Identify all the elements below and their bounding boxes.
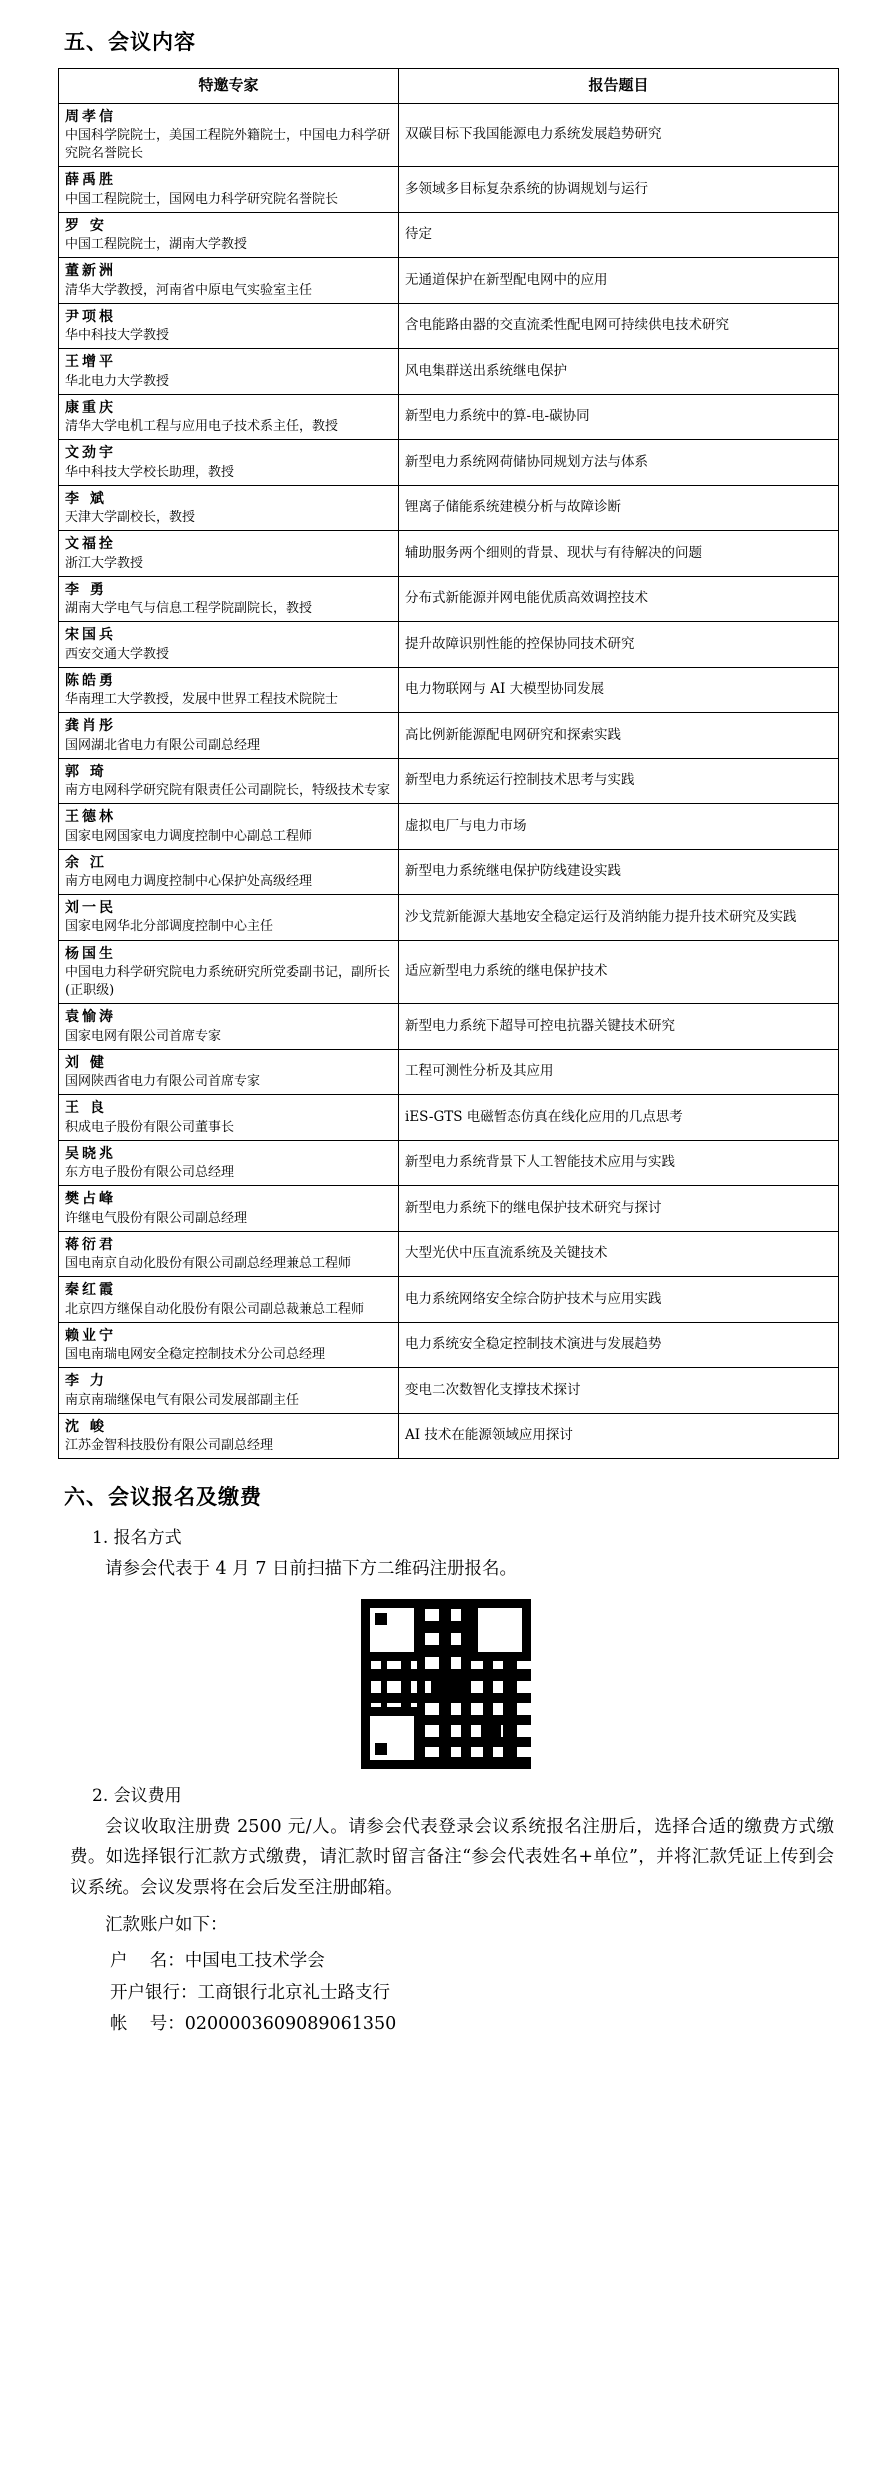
expert-name: 袁愉涛 — [65, 1009, 116, 1026]
page-title: 五、会议内容 — [64, 30, 196, 54]
table-row — [59, 804, 839, 849]
table-row — [59, 1140, 839, 1185]
expert-title: 江苏金智科技股份有限公司副总经理 — [65, 1437, 274, 1453]
registration-section-title: 六、会议报名及缴费 — [64, 1485, 262, 1510]
topic-cell: 新型电力系统中的算-电-碳协同 — [399, 394, 839, 439]
topic-cell: 大型光伏中压直流系统及关键技术 — [399, 1231, 839, 1276]
expert-title: 华中科技大学教授 — [65, 328, 170, 344]
expert-name: 尹项根 — [65, 308, 116, 325]
expert-cell — [59, 394, 399, 439]
expert-cell — [59, 576, 399, 621]
table-row — [59, 1231, 839, 1276]
topic-cell: 电力物联网与 AI 大模型协同发展 — [399, 667, 839, 712]
expert-title: 中国电力科学研究院电力系统研究所党委副书记，副所长(正职级) — [65, 964, 391, 999]
table-row — [59, 485, 839, 530]
topic-cell: 风电集群送出系统继电保护 — [399, 349, 839, 394]
topic-cell: 多领域多目标复杂系统的协调规划与运行 — [399, 167, 839, 212]
qr-code-wrapper — [52, 1599, 840, 1769]
table-row — [59, 167, 839, 212]
topic-cell: 锂离子储能系统建模分析与故障诊断 — [399, 485, 839, 530]
expert-title: 国网陕西省电力有限公司首席专家 — [65, 1074, 261, 1090]
expert-title: 国家电网华北分部调度控制中心主任 — [65, 919, 274, 935]
expert-name: 薛禹胜 — [65, 172, 116, 189]
expert-name: 吴晓兆 — [65, 1145, 116, 1162]
expert-title: 清华大学教授，河南省中原电气实验室主任 — [65, 282, 313, 298]
qr-dot — [505, 1613, 517, 1625]
account-name-line: 户 名：中国电工技术学会 — [110, 1951, 325, 1972]
expert-name: 蒋衍君 — [65, 1236, 116, 1253]
table-row — [59, 1004, 839, 1049]
expert-name: 樊占峰 — [65, 1191, 116, 1208]
expert-title: 中国工程院院士，湖南大学教授 — [65, 237, 248, 253]
table-row — [59, 349, 839, 394]
expert-cell — [59, 1322, 399, 1367]
table-row — [59, 940, 839, 1004]
expert-name: 李 斌 — [65, 490, 107, 507]
table-row — [59, 849, 839, 894]
expert-cell — [59, 440, 399, 485]
expert-title: 华中科技大学校长助理，教授 — [65, 464, 235, 480]
table-row — [59, 440, 839, 485]
registration-method-text: 请参会代表于 4 月 7 日前扫描下方二维码注册报名。 — [105, 1559, 518, 1580]
expert-cell — [59, 531, 399, 576]
table-row — [59, 713, 839, 758]
fee-label: 2. 会议费用 — [92, 1785, 182, 1806]
topic-cell: 变电二次数智化支撑技术探讨 — [399, 1368, 839, 1413]
qr-dot — [375, 1613, 387, 1625]
expert-cell — [59, 212, 399, 257]
table-header-row — [59, 69, 839, 104]
experts-table — [58, 68, 839, 1459]
expert-title: 天津大学副校长，教授 — [65, 510, 196, 526]
qr-dot — [375, 1743, 387, 1755]
expert-title: 湖南大学电气与信息工程学院副院长，教授 — [65, 601, 313, 617]
expert-name: 王增平 — [65, 354, 116, 371]
fee-text: 会议收取注册费 2500 元/人。请参会代表登录会议系统报名注册后，选择合适的缴费方式缴费。如选择银行汇款方式缴费，请汇款时留言备注“参会代表姓名+单位”，并将汇款凭证上传到会议系统。会议发票将在会后发至注册邮箱。 — [70, 1816, 834, 1899]
expert-title: 国电南瑞电网安全稳定控制技术分公司总经理 — [65, 1347, 326, 1363]
expert-title: 华南理工大学教授，发展中世界工程技术院院士 — [65, 692, 339, 708]
expert-cell — [59, 849, 399, 894]
table-row — [59, 622, 839, 667]
expert-title: 东方电子股份有限公司总经理 — [65, 1165, 235, 1181]
table-row — [59, 895, 839, 940]
qr-corner-icon — [361, 1707, 423, 1769]
expert-cell — [59, 1140, 399, 1185]
expert-cell — [59, 1231, 399, 1276]
column-header-topic: 报告题目 — [399, 69, 839, 104]
expert-cell — [59, 485, 399, 530]
topic-cell: 高比例新能源配电网研究和探索实践 — [399, 713, 839, 758]
topic-cell: 待定 — [399, 212, 839, 257]
topic-cell: 沙戈荒新能源大基地安全稳定运行及消纳能力提升技术研究及实践 — [399, 895, 839, 940]
expert-name: 余 江 — [65, 854, 107, 871]
topic-cell: iES-GTS 电磁暂态仿真在线化应用的几点思考 — [399, 1095, 839, 1140]
topic-cell: 新型电力系统运行控制技术思考与实践 — [399, 758, 839, 803]
table-row — [59, 1277, 839, 1322]
expert-title: 国家电网有限公司首席专家 — [65, 1028, 222, 1044]
expert-cell — [59, 103, 399, 167]
expert-cell — [59, 1277, 399, 1322]
expert-title: 国电南京自动化股份有限公司副总经理兼总工程师 — [65, 1256, 352, 1272]
expert-cell — [59, 713, 399, 758]
topic-cell: 新型电力系统网荷储协同规划方法与体系 — [399, 440, 839, 485]
expert-cell — [59, 1095, 399, 1140]
account-bank-line: 开户银行：工商银行北京礼士路支行 — [110, 1982, 390, 2003]
topic-cell: 新型电力系统下超导可控电抗器关键技术研究 — [399, 1004, 839, 1049]
expert-name: 王 良 — [65, 1100, 107, 1117]
expert-cell — [59, 349, 399, 394]
expert-cell — [59, 1004, 399, 1049]
expert-name: 周孝信 — [65, 108, 116, 125]
topic-cell: AI 技术在能源领域应用探讨 — [399, 1413, 839, 1458]
table-row — [59, 212, 839, 257]
expert-name: 陈皓勇 — [65, 672, 116, 689]
table-row — [59, 394, 839, 439]
topic-cell: 电力系统安全稳定控制技术演进与发展趋势 — [399, 1322, 839, 1367]
topic-cell: 新型电力系统背景下人工智能技术应用与实践 — [399, 1140, 839, 1185]
qr-dot — [431, 1669, 461, 1699]
expert-title: 积成电子股份有限公司董事长 — [65, 1119, 235, 1135]
expert-name: 罗 安 — [65, 217, 107, 234]
topic-cell: 含电能路由器的交直流柔性配电网可持续供电技术研究 — [399, 303, 839, 348]
expert-cell — [59, 622, 399, 667]
table-row — [59, 667, 839, 712]
topic-cell: 新型电力系统继电保护防线建设实践 — [399, 849, 839, 894]
expert-title: 南方电网电力调度控制中心保护处高级经理 — [65, 873, 313, 889]
table-row — [59, 531, 839, 576]
expert-cell — [59, 895, 399, 940]
topic-cell: 适应新型电力系统的继电保护技术 — [399, 940, 839, 1004]
expert-name: 文福拴 — [65, 536, 116, 553]
topic-cell: 工程可测性分析及其应用 — [399, 1049, 839, 1094]
expert-name: 沈 峻 — [65, 1418, 107, 1435]
expert-cell — [59, 667, 399, 712]
expert-name: 董新洲 — [65, 263, 116, 280]
expert-name: 赖业宁 — [65, 1327, 116, 1344]
expert-title: 许继电气股份有限公司副总经理 — [65, 1210, 248, 1226]
table-row — [59, 303, 839, 348]
topic-cell: 辅助服务两个细则的背景、现状与有待解决的问题 — [399, 531, 839, 576]
expert-title: 中国工程院院士，国网电力科学研究院名誉院长 — [65, 191, 339, 207]
account-intro: 汇款账户如下： — [105, 1914, 228, 1935]
qr-code-icon — [361, 1599, 531, 1769]
expert-title: 西安交通大学教授 — [65, 646, 170, 662]
expert-cell — [59, 167, 399, 212]
account-number-line: 帐 号：0200003609089061350 — [110, 2014, 397, 2035]
topic-cell: 双碳目标下我国能源电力系统发展趋势研究 — [399, 103, 839, 167]
expert-cell — [59, 940, 399, 1004]
expert-cell — [59, 303, 399, 348]
topic-cell: 分布式新能源并网电能优质高效调控技术 — [399, 576, 839, 621]
expert-title: 国网湖北省电力有限公司副总经理 — [65, 737, 261, 753]
expert-cell — [59, 258, 399, 303]
table-row — [59, 1095, 839, 1140]
expert-name: 文劲宇 — [65, 445, 116, 462]
table-row — [59, 1413, 839, 1458]
expert-title: 中国科学院院士，美国工程院外籍院士，中国电力科学研究院名誉院长 — [65, 128, 391, 162]
expert-name: 郭 琦 — [65, 763, 107, 780]
topic-cell: 电力系统网络安全综合防护技术与应用实践 — [399, 1277, 839, 1322]
expert-name: 龚肖彤 — [65, 718, 116, 735]
table-row — [59, 258, 839, 303]
expert-cell — [59, 758, 399, 803]
expert-cell — [59, 1049, 399, 1094]
topic-cell: 提升故障识别性能的控保协同技术研究 — [399, 622, 839, 667]
registration-method-label: 1. 报名方式 — [92, 1528, 182, 1549]
table-row — [59, 1322, 839, 1367]
table-row — [59, 103, 839, 167]
topic-cell: 虚拟电厂与电力市场 — [399, 804, 839, 849]
expert-cell — [59, 1186, 399, 1231]
table-row — [59, 1368, 839, 1413]
expert-cell — [59, 804, 399, 849]
column-header-expert: 特邀专家 — [59, 69, 399, 104]
table-row — [59, 1049, 839, 1094]
experts-table-body — [59, 103, 839, 1458]
expert-name: 李 力 — [65, 1373, 107, 1390]
expert-cell — [59, 1368, 399, 1413]
expert-title: 清华大学电机工程与应用电子技术系主任，教授 — [65, 419, 339, 435]
expert-title: 北京四方继保自动化股份有限公司副总裁兼总工程师 — [65, 1301, 365, 1317]
expert-title: 南京南瑞继保电气有限公司发展部副主任 — [65, 1392, 300, 1408]
expert-cell — [59, 1413, 399, 1458]
table-row — [59, 758, 839, 803]
expert-name: 康重庆 — [65, 399, 116, 416]
table-row — [59, 1186, 839, 1231]
expert-name: 刘 健 — [65, 1054, 107, 1071]
topic-cell: 新型电力系统下的继电保护技术研究与探讨 — [399, 1186, 839, 1231]
expert-title: 华北电力大学教授 — [65, 373, 170, 389]
table-row — [59, 576, 839, 621]
expert-title: 国家电网国家电力调度控制中心副总工程师 — [65, 828, 313, 844]
qr-dot — [481, 1719, 501, 1739]
expert-name: 秦红霞 — [65, 1282, 116, 1299]
expert-name: 李 勇 — [65, 581, 107, 598]
expert-title: 浙江大学教授 — [65, 555, 144, 571]
expert-name: 刘一民 — [65, 900, 116, 917]
expert-title: 南方电网科学研究院有限责任公司副院长，特级技术专家 — [65, 783, 391, 799]
topic-cell: 无通道保护在新型配电网中的应用 — [399, 258, 839, 303]
expert-name: 王德林 — [65, 809, 116, 826]
expert-name: 宋国兵 — [65, 627, 116, 644]
expert-name: 杨国生 — [65, 945, 116, 962]
